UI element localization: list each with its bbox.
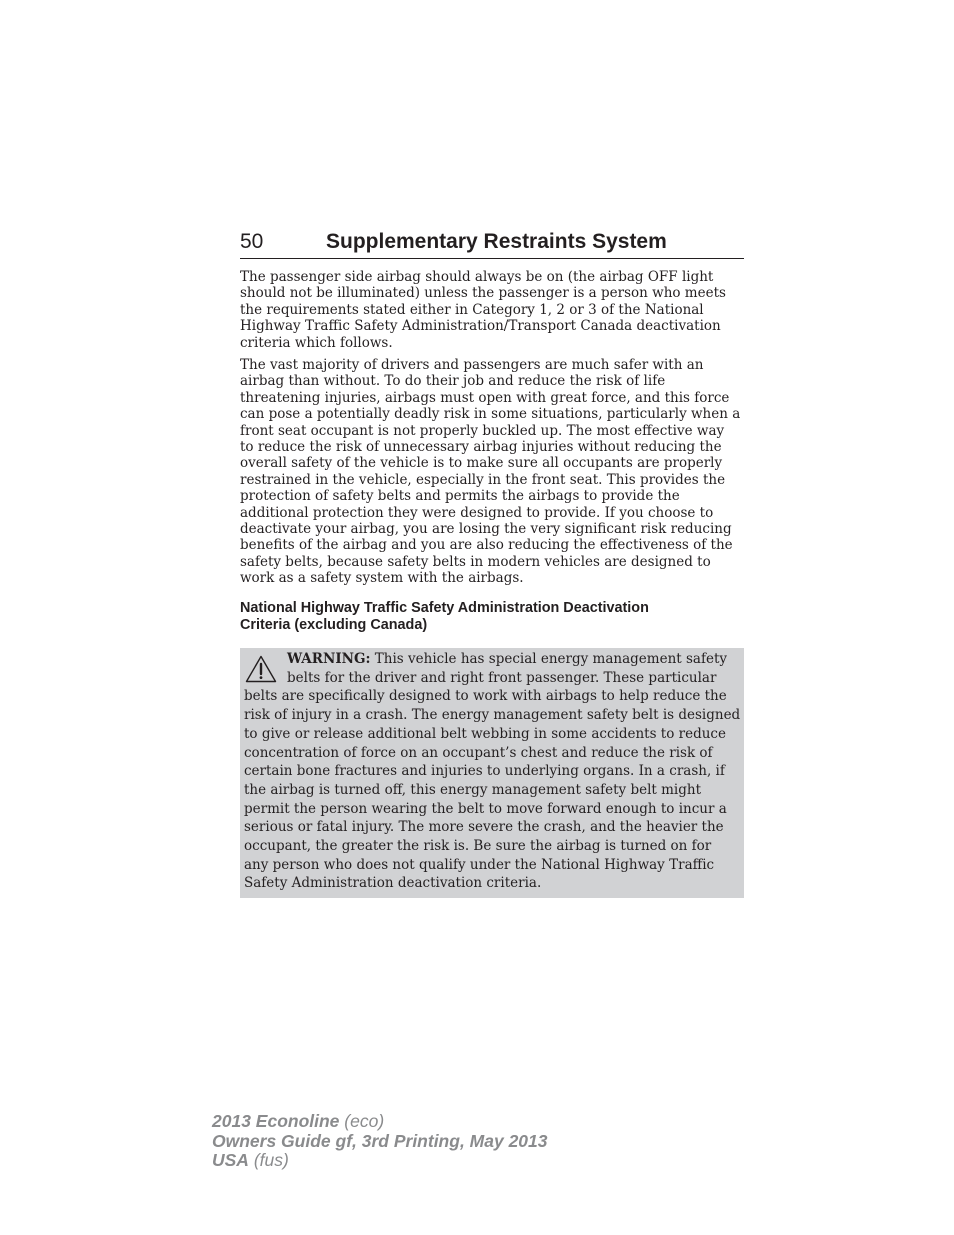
subheading-deactivation-criteria xyxy=(240,600,744,633)
text-line: restrained in the vehicle, especially in the front seat. This provides the xyxy=(240,471,726,488)
footer-market-line xyxy=(212,1151,548,1171)
text-line: any person who does not qualify under the National Highway Traffic xyxy=(244,856,715,873)
section-title: Supplementary Restraints System xyxy=(326,230,667,253)
footer-publication-info xyxy=(212,1112,548,1171)
text-line: certain bone fractures and injuries to underlying organs. In a crash, if xyxy=(244,763,725,780)
subheading-line: Criteria (excluding Canada) xyxy=(240,616,428,633)
text-line: belts for the driver and right front passenger. These particular xyxy=(287,669,717,686)
warning-label: WARNING: xyxy=(287,651,371,667)
footer-model-code: (eco) xyxy=(339,1111,385,1131)
text-line: Highway Traffic Safety Administration/Transport Canada deactivation xyxy=(240,318,721,335)
text-line: risk of injury in a crash. The energy management safety belt is designed xyxy=(244,707,741,724)
warning-first-line xyxy=(244,650,740,669)
text-line: overall safety of the vehicle is to make sure all occupants are properly xyxy=(240,455,723,472)
footer-market: USA xyxy=(212,1150,249,1170)
text-line: to reduce the risk of unnecessary airbag injuries without reducing the xyxy=(240,439,722,456)
footer-market-code: (fus) xyxy=(248,1150,289,1170)
text-line: This vehicle has special energy management safety xyxy=(370,651,727,667)
text-line: serious or fatal injury. The more severe the crash, and the heavier the xyxy=(244,819,724,836)
warning-box xyxy=(240,648,744,898)
text-line: airbag than without. To do their job and reduce the risk of life xyxy=(240,373,666,390)
text-line: criteria which follows. xyxy=(240,334,393,351)
subheading-line: National Highway Traffic Safety Administration Deactivation xyxy=(240,600,649,616)
text-line: can pose a potentially deadly risk in some situations, particularly when a xyxy=(240,406,741,423)
text-line: additional protection they were designed to provide. If you choose to xyxy=(240,504,714,521)
footer-guide: Owners Guide gf, 3rd Printing, May 2013 xyxy=(212,1130,548,1151)
text-line: Safety Administration deactivation criteria. xyxy=(244,875,542,892)
text-line: should not be illuminated) unless the passenger is a person who meets xyxy=(240,285,726,302)
text-line: the airbag is turned off, this energy management safety belt might xyxy=(244,781,702,798)
text-line: belts are specifically designed to work with airbags to help reduce the xyxy=(244,688,727,705)
footer-model: 2013 Econoline xyxy=(212,1111,340,1131)
paragraph-airbag-safety xyxy=(240,357,744,587)
text-line: benefits of the airbag and you are also reducing the effectiveness of the xyxy=(240,537,733,554)
text-line: threatening injuries, airbags must open with great force, and this force xyxy=(240,389,730,406)
paragraph-passenger-airbag xyxy=(240,269,744,351)
text-line: work as a safety system with the airbags. xyxy=(240,570,524,587)
text-line: to give or release additional belt webbing in some accidents to reduce xyxy=(244,725,726,742)
text-line: safety belts, because safety belts in modern vehicles are designed to xyxy=(240,553,711,570)
text-line: permit the person wearing the belt to move forward enough to incur a xyxy=(244,800,727,817)
page-header xyxy=(240,228,744,259)
text-line: front seat occupant is not properly buckled up. The most effective way xyxy=(240,422,725,439)
footer-model-line xyxy=(212,1112,548,1132)
warning-text xyxy=(244,650,740,893)
text-line: occupant, the greater the risk is. Be sure the airbag is turned on for xyxy=(244,838,712,855)
text-line: protection of safety belts and permits the airbags to provide the xyxy=(240,488,680,505)
footer-guide-line xyxy=(212,1132,548,1152)
text-line: The vast majority of drivers and passengers are much safer with an xyxy=(240,357,704,373)
text-line: deactivate your airbag, you are losing the very significant risk reducing xyxy=(240,521,732,538)
text-line: The passenger side airbag should always be on (the airbag OFF light xyxy=(240,269,714,285)
text-line: concentration of force on an occupant’s chest and reduce the risk of xyxy=(244,744,713,761)
page-number: 50 xyxy=(240,230,264,253)
text-line: the requirements stated either in Category 1, 2 or 3 of the National xyxy=(240,301,704,318)
